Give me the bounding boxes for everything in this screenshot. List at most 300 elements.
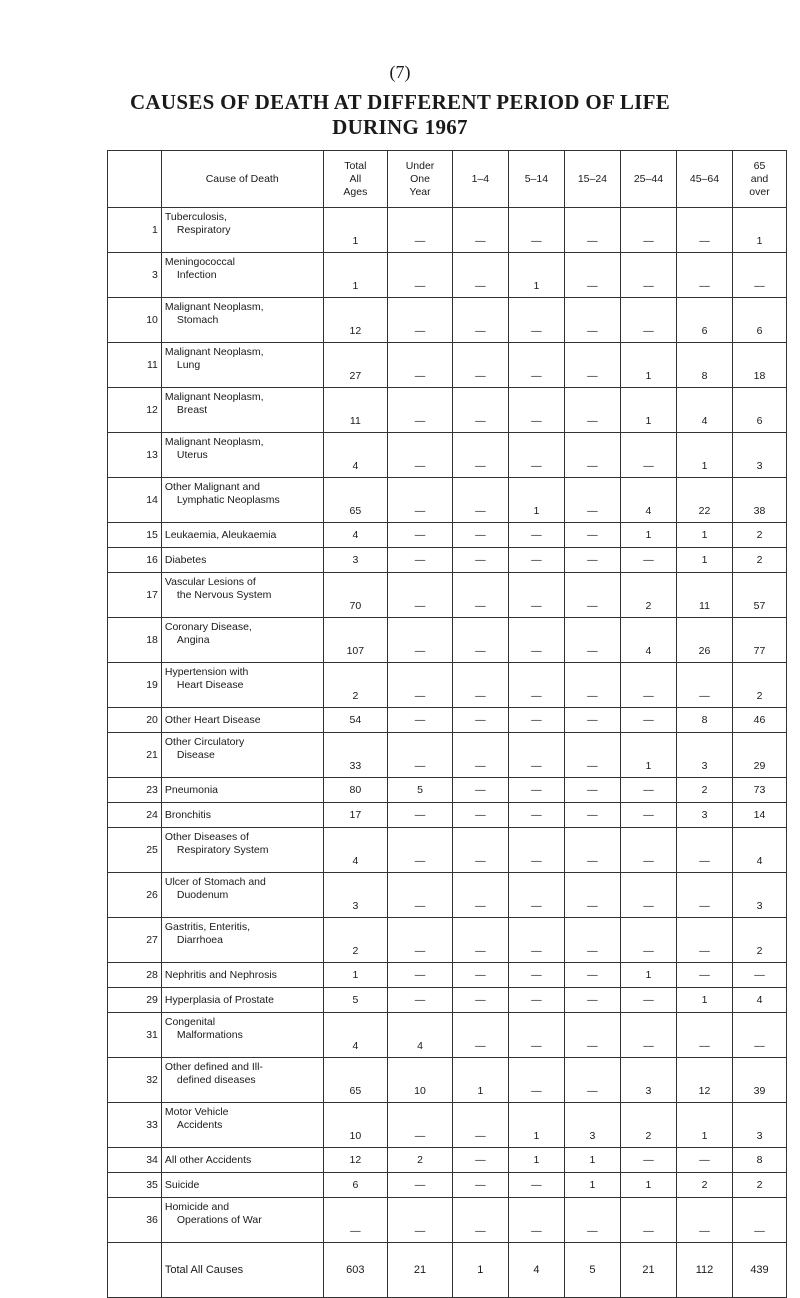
cause-line: Malignant Neoplasm, [164,301,264,313]
row-number: 15 [108,523,162,548]
value-cell: — [564,433,620,478]
table-row [108,343,787,388]
value-cell: 4 [733,988,787,1013]
cause-line: Heart Disease [176,679,244,691]
table-row [108,618,787,663]
value-cell: — [452,1198,508,1243]
value-cell: — [388,573,453,618]
value-cell: 10 [323,1103,388,1148]
header-45-64: 45–64 [676,151,732,208]
value-cell: — [564,618,620,663]
value-cell: — [564,208,620,253]
value-cell: — [388,1173,453,1198]
value-cell: — [564,523,620,548]
value-cell: — [388,963,453,988]
value-cell: — [676,1148,732,1173]
table-row [108,918,787,963]
value-cell: — [388,1103,453,1148]
value-cell: — [388,548,453,573]
value-cell: 38 [733,478,787,523]
cause-cell [161,548,323,573]
table-row [108,733,787,778]
value-cell: — [388,388,453,433]
value-cell: 17 [323,803,388,828]
value-cell: — [388,298,453,343]
value-cell: — [564,343,620,388]
table-row [108,208,787,253]
row-number: 20 [108,708,162,733]
value-cell: 65 [323,478,388,523]
table-row [108,1148,787,1173]
header-65-l2: and [750,172,769,185]
value-cell: 3 [733,1103,787,1148]
cause-cell [161,963,323,988]
table-row [108,778,787,803]
value-cell: — [388,803,453,828]
table-row [108,1058,787,1103]
cause-line: Disease [176,749,215,761]
total-value-cell: 603 [323,1243,388,1298]
header-under-one-l2: One [410,172,430,185]
value-cell: — [620,548,676,573]
value-cell: 11 [676,573,732,618]
value-cell: — [620,1148,676,1173]
value-cell: — [508,1173,564,1198]
value-cell: — [508,1013,564,1058]
value-cell: 2 [733,548,787,573]
cause-line: Other Circulatory [164,736,245,748]
cause-line: Nephritis and Nephrosis [164,968,277,981]
value-cell: 6 [676,298,732,343]
cause-cell [161,733,323,778]
row-number: 25 [108,828,162,873]
value-cell: 1 [323,253,388,298]
value-cell: — [508,873,564,918]
value-cell: 2 [388,1148,453,1173]
row-number: 10 [108,298,162,343]
value-cell: 1 [620,963,676,988]
cause-line: Malignant Neoplasm, [164,436,264,448]
total-value-cell: 439 [733,1243,787,1298]
cause-line: Ulcer of Stomach and [164,876,266,888]
value-cell: — [508,548,564,573]
value-cell: 6 [733,298,787,343]
value-cell: 1 [452,1058,508,1103]
value-cell: — [452,433,508,478]
cause-line: Tuberculosis, [164,211,227,223]
value-cell: — [564,573,620,618]
value-cell: 107 [323,618,388,663]
cause-line: Infection [176,269,217,281]
cause-line: Diabetes [164,553,207,566]
row-number: 26 [108,873,162,918]
cause-line: All other Accidents [164,1153,252,1166]
table-row [108,253,787,298]
value-cell: 4 [323,523,388,548]
table-row [108,548,787,573]
table-row [108,433,787,478]
value-cell: — [676,1198,732,1243]
table-row [108,523,787,548]
value-cell: — [388,253,453,298]
value-cell: — [508,778,564,803]
value-cell: 4 [620,478,676,523]
value-cell: 1 [676,523,732,548]
value-cell: 27 [323,343,388,388]
value-cell: 11 [323,388,388,433]
cause-line: Duodenum [176,889,229,901]
value-cell: 18 [733,343,787,388]
value-cell: — [508,733,564,778]
cause-line: Bronchitis [164,808,211,821]
value-cell: — [452,343,508,388]
page-number: (7) [389,62,411,82]
value-cell: — [733,253,787,298]
cause-line: defined diseases [176,1074,256,1086]
cause-line: Lymphatic Neoplasms [176,494,280,506]
value-cell: 2 [733,663,787,708]
value-cell: — [564,478,620,523]
value-cell: — [508,963,564,988]
value-cell: — [508,573,564,618]
row-number: 23 [108,778,162,803]
value-cell: 2 [733,523,787,548]
total-number-cell [108,1243,162,1298]
row-number: 14 [108,478,162,523]
cause-cell [161,208,323,253]
value-cell: — [452,988,508,1013]
value-cell: 1 [564,1148,620,1173]
value-cell: 57 [733,573,787,618]
value-cell: — [388,433,453,478]
value-cell: — [452,828,508,873]
value-cell: — [388,918,453,963]
value-cell: 3 [564,1103,620,1148]
value-cell: 73 [733,778,787,803]
row-number: 19 [108,663,162,708]
value-cell: — [564,388,620,433]
value-cell: — [508,663,564,708]
row-number: 11 [108,343,162,388]
table-row [108,1103,787,1148]
table-row [108,1198,787,1243]
header-25-44: 25–44 [620,151,676,208]
value-cell: — [452,873,508,918]
value-cell: — [564,708,620,733]
value-cell: 77 [733,618,787,663]
table-row [108,573,787,618]
value-cell: 70 [323,573,388,618]
value-cell: — [388,733,453,778]
total-value-cell: 112 [676,1243,732,1298]
value-cell: 1 [508,478,564,523]
value-cell: — [508,1058,564,1103]
cause-line: Diarrhoea [176,934,223,946]
cause-cell [161,298,323,343]
table-row [108,708,787,733]
value-cell: — [620,778,676,803]
value-cell: — [323,1198,388,1243]
value-cell: 3 [620,1058,676,1103]
header-cause: Cause of Death [161,151,323,208]
value-cell: — [452,918,508,963]
value-cell: 39 [733,1058,787,1103]
value-cell: — [508,828,564,873]
cause-cell [161,1198,323,1243]
value-cell: — [620,208,676,253]
value-cell: — [676,253,732,298]
value-cell: — [620,298,676,343]
value-cell: — [620,803,676,828]
value-cell: 1 [620,523,676,548]
table-row [108,298,787,343]
value-cell: — [564,1198,620,1243]
value-cell: — [508,388,564,433]
value-cell: 1 [676,988,732,1013]
cause-line: Respiratory [176,224,231,236]
header-total-l2: All [349,172,362,185]
value-cell: 5 [323,988,388,1013]
table-body [108,208,787,1298]
value-cell: — [508,708,564,733]
value-cell: — [388,663,453,708]
value-cell: — [564,873,620,918]
total-value-cell: 1 [452,1243,508,1298]
cause-line: Pneumonia [164,783,218,796]
value-cell: 4 [676,388,732,433]
value-cell: 10 [388,1058,453,1103]
value-cell: — [388,478,453,523]
header-total-l3: Ages [343,185,368,198]
value-cell: — [733,1198,787,1243]
value-cell: 2 [676,1173,732,1198]
value-cell: — [452,298,508,343]
value-cell: 26 [676,618,732,663]
header-65-l3: over [749,185,770,198]
value-cell: 12 [323,298,388,343]
value-cell: — [676,873,732,918]
value-cell: — [452,523,508,548]
cause-cell [161,988,323,1013]
value-cell: 1 [323,208,388,253]
value-cell: — [564,1013,620,1058]
row-number: 12 [108,388,162,433]
value-cell: — [676,208,732,253]
header-row [108,151,787,208]
value-cell: 22 [676,478,732,523]
header-65-over [733,151,787,208]
value-cell: 12 [323,1148,388,1173]
cause-cell [161,873,323,918]
header-total [323,151,388,208]
value-cell: — [388,828,453,873]
value-cell: — [564,663,620,708]
row-number: 24 [108,803,162,828]
value-cell: — [508,918,564,963]
row-number: 28 [108,963,162,988]
value-cell: — [676,663,732,708]
value-cell: 1 [620,1173,676,1198]
value-cell: — [452,778,508,803]
cause-cell [161,1103,323,1148]
cause-line: Accidents [176,1119,223,1131]
value-cell: — [388,708,453,733]
value-cell: 1 [508,1103,564,1148]
value-cell: 8 [733,1148,787,1173]
header-65-l1: 65 [753,159,766,172]
table-row [108,988,787,1013]
cause-cell [161,388,323,433]
value-cell: — [388,873,453,918]
cause-line: Malignant Neoplasm, [164,391,264,403]
row-number: 35 [108,1173,162,1198]
cause-line: Vascular Lesions of [164,576,256,588]
row-number: 16 [108,548,162,573]
value-cell: — [508,208,564,253]
table-row [108,1013,787,1058]
value-cell: — [452,478,508,523]
header-under-one [388,151,453,208]
value-cell: 8 [676,343,732,388]
table-row [108,478,787,523]
value-cell: 4 [620,618,676,663]
cause-line: Congenital [164,1016,216,1028]
value-cell: — [620,918,676,963]
value-cell: — [620,663,676,708]
cause-line: Other Diseases of [164,831,249,843]
value-cell: — [388,523,453,548]
value-cell: — [508,523,564,548]
value-cell: 2 [323,663,388,708]
cause-line: Uterus [176,449,208,461]
value-cell: — [508,298,564,343]
row-number: 29 [108,988,162,1013]
value-cell: — [620,873,676,918]
value-cell: 54 [323,708,388,733]
value-cell: — [564,1058,620,1103]
value-cell: 4 [323,1013,388,1058]
row-number: 33 [108,1103,162,1148]
value-cell: 5 [388,778,453,803]
value-cell: — [564,298,620,343]
cause-line: Malignant Neoplasm, [164,346,264,358]
value-cell: — [452,733,508,778]
value-cell: — [564,253,620,298]
cause-cell [161,343,323,388]
cause-cell [161,1013,323,1058]
value-cell: — [676,1013,732,1058]
value-cell: 1 [676,548,732,573]
value-cell: — [733,963,787,988]
header-1-4: 1–4 [452,151,508,208]
cause-cell [161,253,323,298]
value-cell: 4 [323,433,388,478]
value-cell: — [388,618,453,663]
value-cell: — [564,803,620,828]
value-cell: 2 [676,778,732,803]
value-cell: — [564,918,620,963]
value-cell: 4 [323,828,388,873]
row-number: 21 [108,733,162,778]
value-cell: — [452,618,508,663]
value-cell: 3 [676,733,732,778]
value-cell: — [508,618,564,663]
cause-line: Suicide [164,1178,200,1191]
table-row [108,828,787,873]
value-cell: 3 [733,433,787,478]
row-number: 34 [108,1148,162,1173]
value-cell: — [676,918,732,963]
total-value-cell: 21 [620,1243,676,1298]
row-number: 32 [108,1058,162,1103]
value-cell: 4 [388,1013,453,1058]
value-cell: — [508,803,564,828]
cause-cell [161,1058,323,1103]
cause-line: Other defined and Ill- [164,1061,263,1073]
value-cell: — [620,988,676,1013]
title-line-2: DURING 1967 [332,115,468,139]
cause-line: Operations of War [176,1214,262,1226]
value-cell: 2 [733,918,787,963]
value-cell: 1 [620,343,676,388]
value-cell: 3 [323,548,388,573]
header-under-one-l1: Under [405,159,435,172]
table-row [108,873,787,918]
value-cell: — [620,1013,676,1058]
cause-line: Meningococcal [164,256,235,268]
value-cell: — [508,343,564,388]
value-cell: — [620,708,676,733]
cause-cell [161,918,323,963]
table-row [108,1173,787,1198]
value-cell: 2 [323,918,388,963]
value-cell: — [452,1173,508,1198]
value-cell: 3 [676,803,732,828]
value-cell: — [388,1198,453,1243]
value-cell: — [452,573,508,618]
value-cell: 1 [323,963,388,988]
value-cell: 8 [676,708,732,733]
row-number: 13 [108,433,162,478]
value-cell: — [676,828,732,873]
value-cell: — [452,388,508,433]
value-cell: 4 [733,828,787,873]
value-cell: 2 [620,1103,676,1148]
cause-line: Malformations [176,1029,243,1041]
value-cell: — [564,828,620,873]
value-cell: — [452,253,508,298]
value-cell: — [452,803,508,828]
header-total-l1: Total [344,159,367,172]
table-row [108,963,787,988]
title-line-1: CAUSES OF DEATH AT DIFFERENT PERIOD OF LIFE [129,90,671,114]
cause-cell [161,478,323,523]
cause-line: Respiratory System [176,844,269,856]
cause-line: Stomach [176,314,219,326]
total-value-cell: 5 [564,1243,620,1298]
value-cell: — [676,963,732,988]
cause-line: Leukaemia, Aleukaemia [164,528,277,541]
row-number: 36 [108,1198,162,1243]
value-cell: 6 [733,388,787,433]
value-cell: — [388,343,453,388]
value-cell: — [452,708,508,733]
table-row [108,663,787,708]
value-cell: 1 [676,1103,732,1148]
value-cell: — [452,1148,508,1173]
value-cell: 29 [733,733,787,778]
value-cell: — [452,663,508,708]
